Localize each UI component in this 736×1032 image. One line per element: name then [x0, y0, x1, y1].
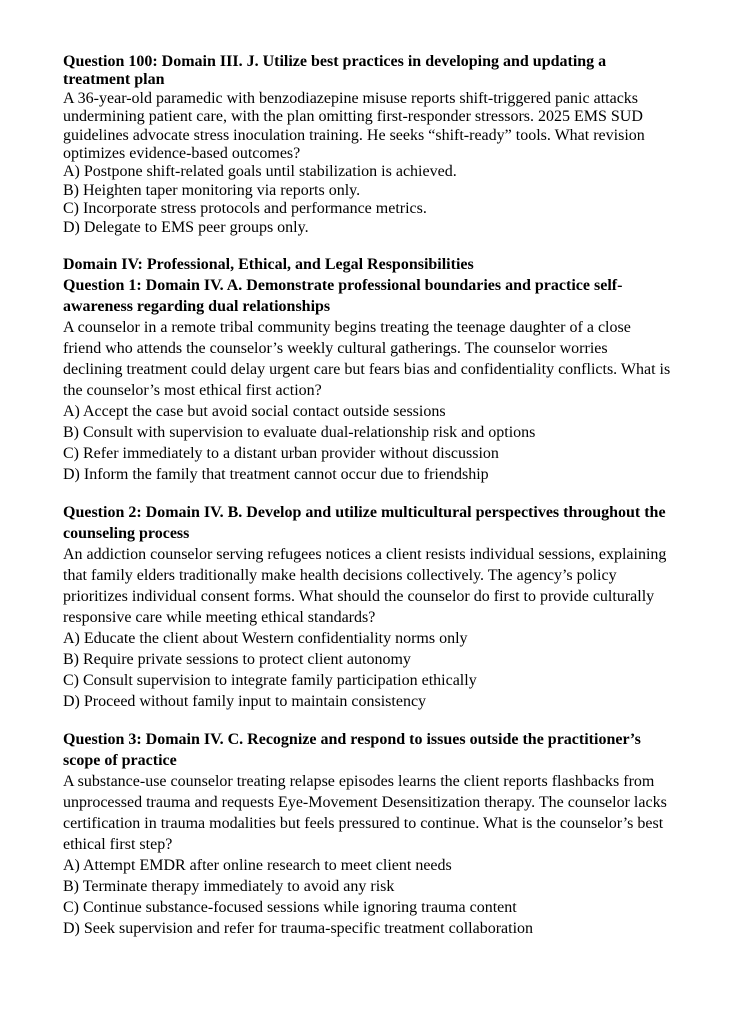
answer-option: B) Terminate therapy immediately to avoid any risk: [63, 878, 395, 896]
question-heading: Question 2: Domain IV. B. Develop and utilize multicultural perspectives throughout the counseling process: [63, 504, 666, 543]
answer-option: B) Consult with supervision to evaluate dual-relationship risk and options: [63, 424, 536, 442]
answer-option: A) Attempt EMDR after online research to meet client needs: [63, 857, 452, 875]
question-body: A counselor in a remote tribal community begins treating the teenage daughter of a close friend who attends the counselor’s weekly cultural gatherings. The counselor worries declining treatment could delay urgent care but fears bias and confidentiality conflicts. What is the counselor’s most ethical first action?: [63, 319, 671, 400]
question-block: [63, 53, 671, 237]
answer-option: D) Seek supervision and refer for trauma-specific treatment collaboration: [63, 920, 534, 938]
answer-option: C) Incorporate stress protocols and performance metrics.: [63, 200, 427, 218]
section-heading: Domain IV: Professional, Ethical, and Legal Responsibilities: [63, 256, 474, 274]
answer-option: B) Heighten taper monitoring via reports only.: [63, 181, 361, 199]
answer-option: A) Postpone shift-related goals until stabilization is achieved.: [63, 163, 457, 181]
answer-option: D) Inform the family that treatment cannot occur due to friendship: [63, 466, 489, 484]
question-heading: Question 1: Domain IV. A. Demonstrate professional boundaries and practice self-awareness regarding dual relationships: [63, 277, 623, 316]
answer-option: A) Accept the case but avoid social contact outside sessions: [63, 403, 446, 421]
answer-option: C) Continue substance-focused sessions while ignoring trauma content: [63, 899, 517, 917]
question-body: A substance-use counselor treating relapse episodes learns the client reports flashbacks from unprocessed trauma and requests Eye-Movement Desensitization therapy. The counselor lacks certification in trauma modalities but feels pressured to continue. What is the counselor’s best ethical first step?: [63, 773, 667, 854]
question-body: A 36-year-old paramedic with benzodiazepine misuse reports shift-triggered panic attacks undermining patient care, with the plan omitting first-responder stressors. 2025 EMS SUD guidelines advocate stress inoculation training. He seeks “shift-ready” tools. What revision optimizes evidence-based outcomes?: [63, 89, 645, 163]
answer-option: D) Proceed without family input to maintain consistency: [63, 693, 427, 711]
question-list: [63, 53, 671, 956]
question-heading: Question 3: Domain IV. C. Recognize and respond to issues outside the practitioner’s scope of practice: [63, 731, 641, 770]
answer-option: C) Refer immediately to a distant urban provider without discussion: [63, 445, 499, 463]
answer-option: B) Require private sessions to protect client autonomy: [63, 651, 411, 669]
question-block: [63, 254, 671, 485]
question-block: [63, 502, 671, 712]
answer-option: A) Educate the client about Western confidentiality norms only: [63, 630, 468, 648]
answer-option: D) Delegate to EMS peer groups only.: [63, 218, 309, 236]
question-heading: Question 100: Domain III. J. Utilize best practices in developing and updating a treatment plan: [63, 53, 607, 89]
answer-option: C) Consult supervision to integrate family participation ethically: [63, 672, 477, 690]
question-body: An addiction counselor serving refugees notices a client resists individual sessions, explaining that family elders traditionally make health decisions collectively. The agency’s policy prioritizes individual consent forms. What should the counselor do first to provide culturally responsive care while meeting ethical standards?: [63, 546, 667, 627]
question-block: [63, 729, 671, 939]
